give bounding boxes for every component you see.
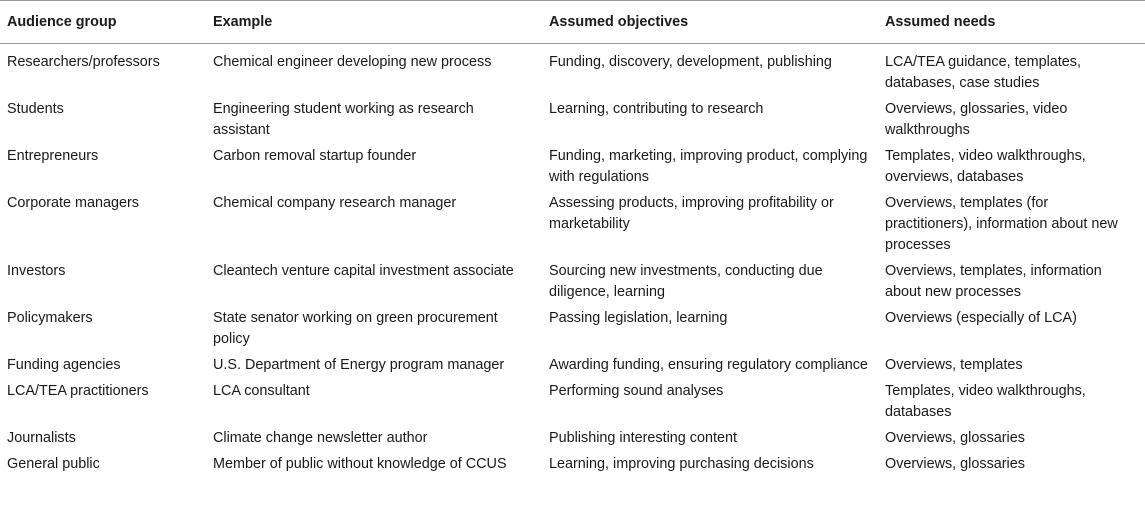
- cell-objectives: Performing sound analyses: [549, 383, 724, 399]
- cell-example: Cleantech venture capital investment associate: [213, 263, 514, 279]
- cell-needs: Overviews, templates, information about new processes: [885, 263, 1102, 300]
- cell-needs: Overviews, glossaries, video walkthroughs: [885, 101, 1068, 138]
- cell-objectives: Funding, discovery, development, publishing: [549, 54, 832, 70]
- cell-objectives: Passing legislation, learning: [549, 310, 728, 326]
- cell-objectives: Assessing products, improving profitability or marketability: [549, 195, 834, 232]
- header-audience-group: Audience group: [7, 14, 117, 30]
- cell-needs: Overviews, glossaries: [885, 456, 1025, 472]
- table-row: [0, 44, 1145, 95]
- cell-example: Carbon removal startup founder: [213, 148, 417, 164]
- table-row: [0, 94, 1145, 141]
- cell-objectives: Learning, improving purchasing decisions: [549, 456, 814, 472]
- cell-objectives: Learning, contributing to research: [549, 101, 764, 117]
- cell-needs: Overviews (especially of LCA): [885, 310, 1077, 326]
- table-row: [0, 188, 1145, 256]
- cell-needs: Templates, video walkthroughs, overviews, databases: [885, 148, 1086, 185]
- cell-needs: Overviews, templates: [885, 357, 1023, 373]
- cell-objectives: Publishing interesting content: [549, 430, 737, 446]
- header-row: [0, 1, 1145, 44]
- cell-needs: Templates, video walkthroughs, databases: [885, 383, 1086, 420]
- table-row: [0, 449, 1145, 475]
- cell-objectives: Awarding funding, ensuring regulatory compliance: [549, 357, 868, 373]
- cell-example: Chemical engineer developing new process: [213, 54, 492, 70]
- header-assumed-objectives: Assumed objectives: [549, 14, 689, 30]
- table-row: [0, 376, 1145, 423]
- table-row: [0, 141, 1145, 188]
- cell-example: Climate change newsletter author: [213, 430, 428, 446]
- cell-needs: Overviews, glossaries: [885, 430, 1025, 446]
- cell-objectives: Funding, marketing, improving product, complying with regulations: [549, 148, 868, 185]
- table-row: [0, 303, 1145, 350]
- cell-audience-group: Funding agencies: [7, 357, 121, 373]
- cell-example: State senator working on green procurement policy: [213, 310, 498, 347]
- header-assumed-needs: Assumed needs: [885, 14, 996, 30]
- table-row: [0, 350, 1145, 376]
- cell-example: Engineering student working as research assistant: [213, 101, 474, 138]
- table-header: [0, 1, 1145, 44]
- cell-audience-group: Researchers/professors: [7, 54, 160, 70]
- cell-audience-group: LCA/TEA practitioners: [7, 383, 149, 399]
- cell-objectives: Sourcing new investments, conducting due diligence, learning: [549, 263, 823, 300]
- cell-audience-group: Corporate managers: [7, 195, 139, 211]
- header-example: Example: [213, 14, 273, 30]
- cell-audience-group: Journalists: [7, 430, 76, 446]
- cell-example: LCA consultant: [213, 383, 310, 399]
- cell-audience-group: Policymakers: [7, 310, 93, 326]
- cell-needs: LCA/TEA guidance, templates, databases, case studies: [885, 54, 1081, 91]
- cell-needs: Overviews, templates (for practitioners), information about new processes: [885, 195, 1118, 253]
- table-body: [0, 44, 1145, 476]
- cell-audience-group: Students: [7, 101, 64, 117]
- cell-audience-group: Investors: [7, 263, 66, 279]
- cell-example: Chemical company research manager: [213, 195, 457, 211]
- cell-audience-group: General public: [7, 456, 100, 472]
- table-row: [0, 423, 1145, 449]
- cell-example: U.S. Department of Energy program manager: [213, 357, 505, 373]
- cell-example: Member of public without knowledge of CCUS: [213, 456, 507, 472]
- cell-audience-group: Entrepreneurs: [7, 148, 99, 164]
- table-row: [0, 256, 1145, 303]
